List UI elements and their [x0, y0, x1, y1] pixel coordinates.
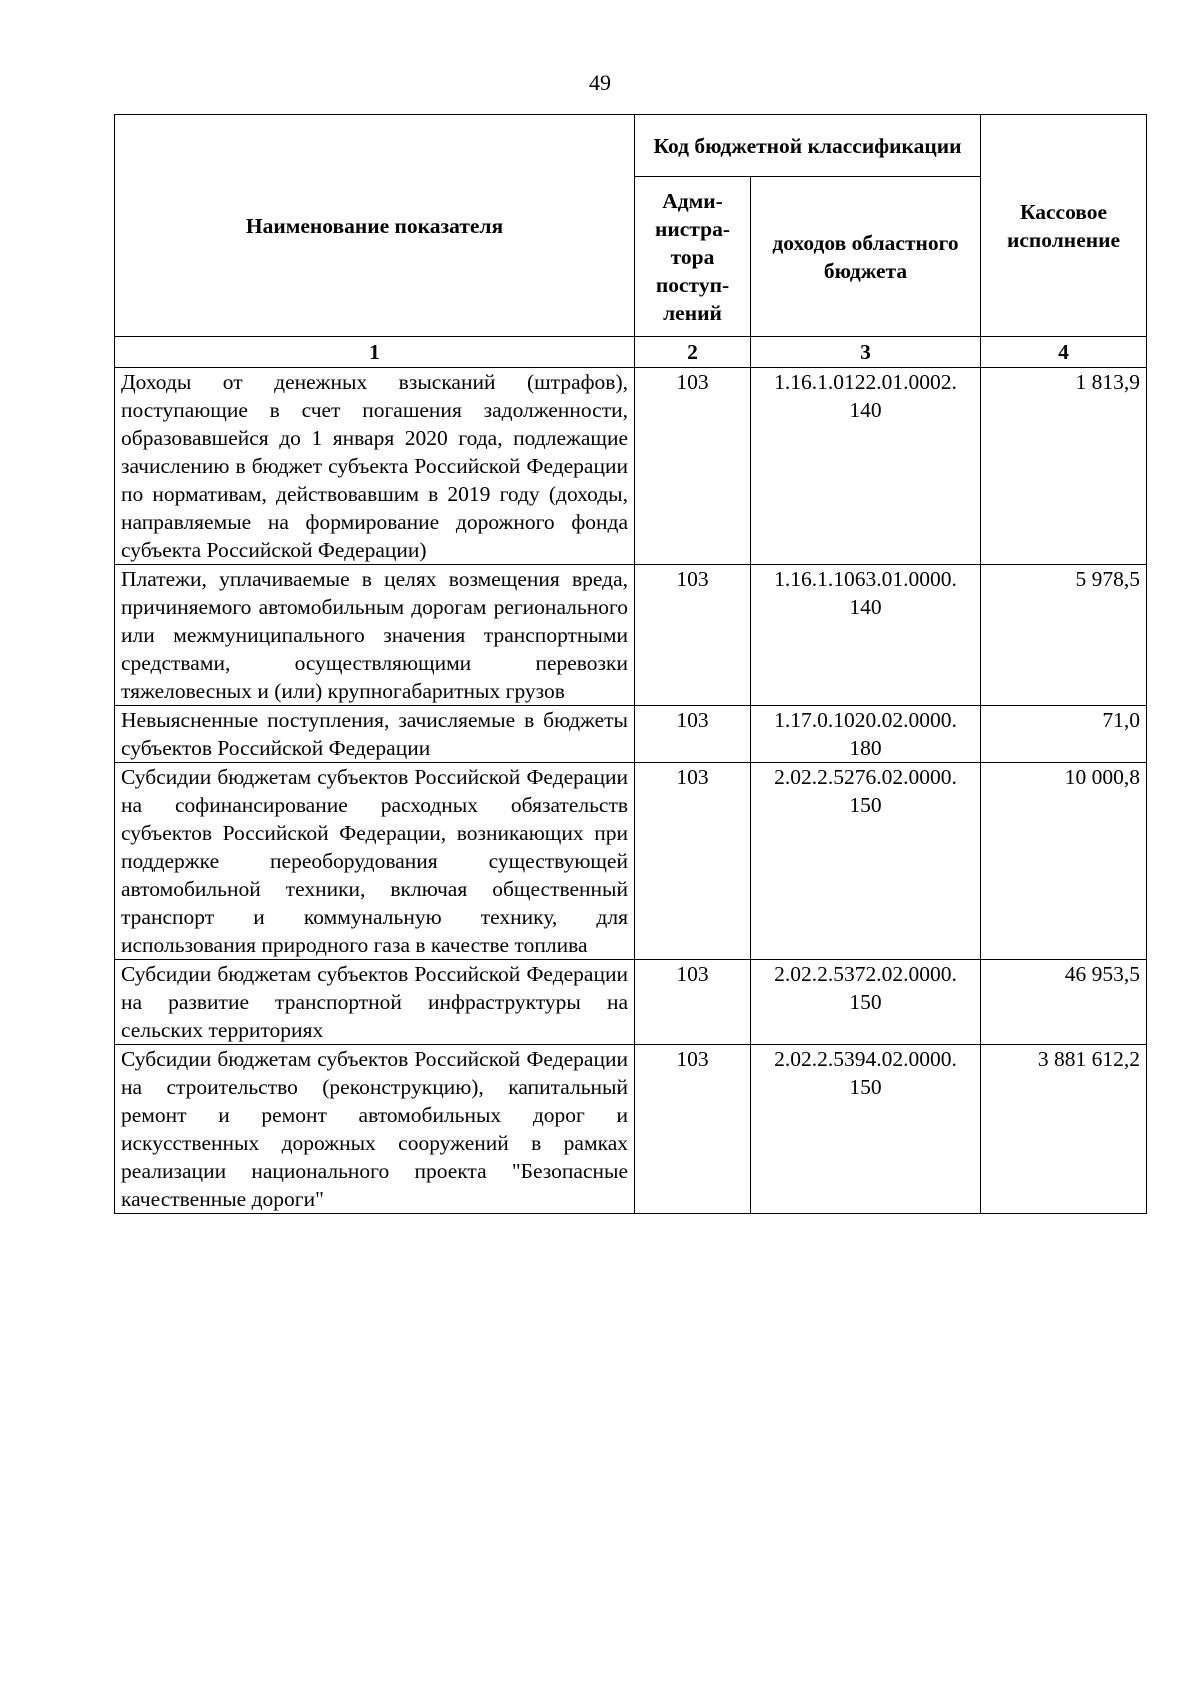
cash-execution-amount: 5 978,5 [981, 565, 1147, 706]
code-part: 140 [849, 595, 882, 619]
indicator-name: Субсидии бюджетам субъектов Российской Федерации на строительство (реконструкцию), капитальный ремонт и ремонт автомобильных дорог и искусственных дорожных сооружений в рамках реализации национального проекта "Безопасные качественные дороги" [115, 1045, 635, 1214]
page-number: 49 [589, 70, 611, 95]
budget-classification-code [751, 960, 981, 1045]
indicator-name: Субсидии бюджетам субъектов Российской Федерации на софинансирование расходных обязательств субъектов Российской Федерации, возникающих при поддержке переоборудования существующей автомобильной техники, включая общественный транспорт и коммунальную технику, для использования природного газа в качестве топлива [115, 763, 635, 960]
cash-execution-amount: 1 813,9 [981, 368, 1147, 565]
code-part: 2.02.2.5276.02.0000. [774, 765, 957, 789]
indicator-name: Доходы от денежных взысканий (штрафов), поступающие в счет погашения задолженности, образовавшейся до 1 января 2020 года, подлежащие зачислению в бюджет субъекта Российской Федерации по нормативам, действовавшим в 2019 году (доходы, направляемые на формирование дорожного фонда субъекта Российской Федерации) [115, 368, 635, 565]
table-row [115, 763, 1147, 960]
budget-classification-code [751, 1045, 981, 1214]
code-part: 1.17.0.1020.02.0000. [774, 708, 957, 732]
table-row [115, 368, 1147, 565]
column-number-row [115, 337, 1147, 368]
header-indicator-name: Наименование показателя [115, 115, 635, 337]
code-part: 2.02.2.5394.02.0000. [774, 1047, 957, 1071]
code-part: 150 [849, 793, 882, 817]
code-part: 2.02.2.5372.02.0000. [774, 962, 957, 986]
cash-execution-amount: 3 881 612,2 [981, 1045, 1147, 1214]
budget-classification-code [751, 368, 981, 565]
header-revenue-administrator: Адми-нистра-тора поступ-лений [635, 177, 751, 337]
header-regional-budget-income: доходов областного бюджета [751, 177, 981, 337]
budget-classification-code [751, 565, 981, 706]
table-row [115, 1045, 1147, 1214]
indicator-name: Субсидии бюджетам субъектов Российской Федерации на развитие транспортной инфраструктуры на сельских территориях [115, 960, 635, 1045]
table-row [115, 706, 1147, 763]
administrator-code: 103 [635, 1045, 751, 1214]
administrator-code: 103 [635, 763, 751, 960]
cash-execution-amount: 71,0 [981, 706, 1147, 763]
indicator-name: Невыясненные поступления, зачисляемые в бюджеты субъектов Российской Федерации [115, 706, 635, 763]
administrator-code: 103 [635, 565, 751, 706]
cash-execution-amount: 10 000,8 [981, 763, 1147, 960]
table-row [115, 565, 1147, 706]
budget-classification-code [751, 706, 981, 763]
column-number: 2 [635, 337, 751, 368]
indicator-name: Платежи, уплачиваемые в целях возмещения вреда, причиняемого автомобильным дорогам регионального или межмуниципального значения транспортными средствами, осуществляющими перевозки тяжеловесных и (или) крупногабаритных грузов [115, 565, 635, 706]
table-row [115, 960, 1147, 1045]
code-part: 150 [849, 990, 882, 1014]
column-number: 4 [981, 337, 1147, 368]
column-number: 3 [751, 337, 981, 368]
cash-execution-amount: 46 953,5 [981, 960, 1147, 1045]
code-part: 1.16.1.1063.01.0000. [774, 567, 957, 591]
column-number: 1 [115, 337, 635, 368]
code-part: 1.16.1.0122.01.0002. [774, 370, 957, 394]
header-budget-code-group: Код бюджетной классификации [635, 115, 981, 177]
administrator-code: 103 [635, 960, 751, 1045]
budget-classification-code [751, 763, 981, 960]
code-part: 180 [849, 736, 882, 760]
code-part: 140 [849, 398, 882, 422]
administrator-code: 103 [635, 706, 751, 763]
budget-revenue-table [114, 114, 1147, 1214]
header-cash-execution: Кассовое исполнение [981, 115, 1147, 337]
administrator-code: 103 [635, 368, 751, 565]
code-part: 150 [849, 1075, 882, 1099]
